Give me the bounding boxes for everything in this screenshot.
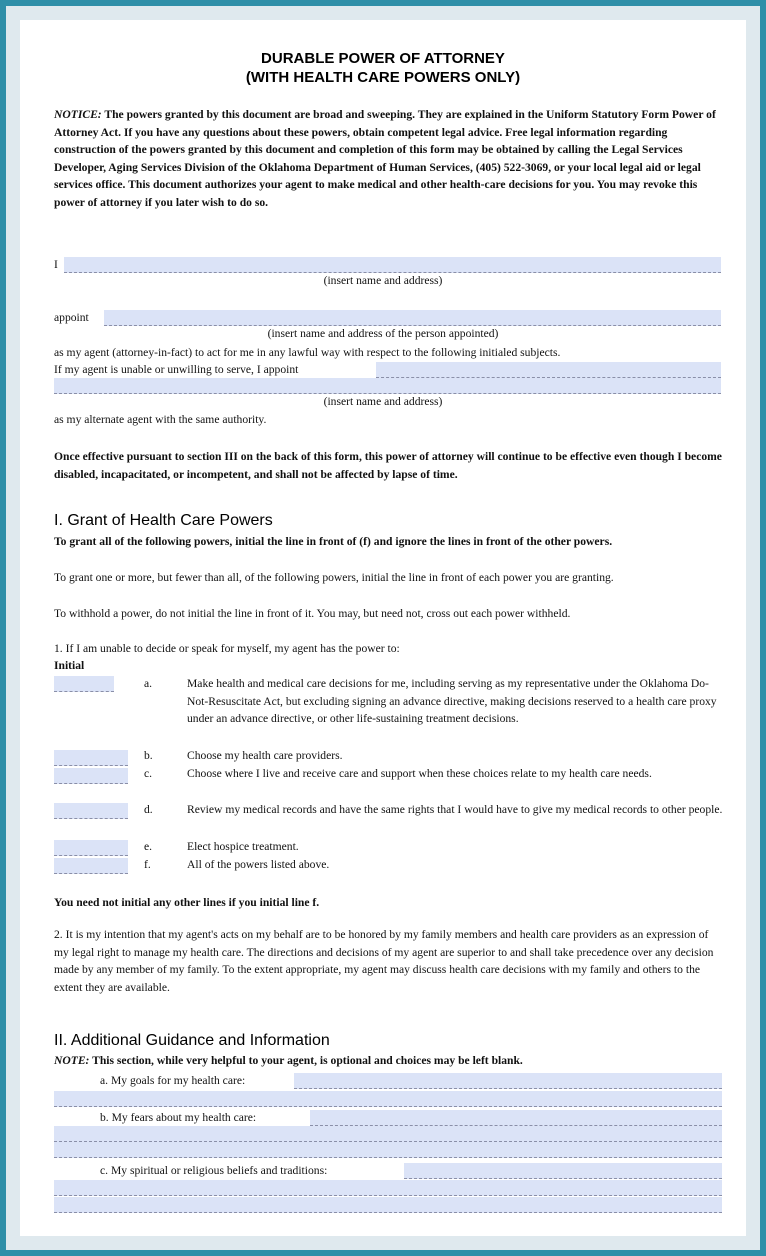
section1-heading: I. Grant of Health Care Powers (54, 512, 273, 529)
power-text-e: Elect hospice treatment. (187, 840, 299, 853)
power-letter-f: f. (144, 858, 151, 871)
goals-field-2[interactable] (54, 1091, 722, 1107)
grantor-label: I (54, 258, 58, 271)
intention-paragraph: 2. It is my intention that my agent's acts on my behalf are to be honored by my family members and health care providers as an expression of my legal right to manage my health care. The directions and decisions of my agent are superior to and shall take precedence over any decision made by any member of my family. To the extent appropriate, my agent may discuss health care decisions with my family and others to the extent they are available. (54, 928, 714, 994)
initial-field-e[interactable] (54, 840, 128, 856)
power-text-f: All of the powers listed above. (187, 858, 330, 871)
powers-intro: 1. If I am unable to decide or speak for myself, my agent has the power to: (54, 642, 400, 655)
power-text-c: Choose where I live and receive care and support when these choices relate to my health care needs. (187, 767, 652, 780)
notice-label: NOTICE: (54, 108, 102, 121)
power-letter-c: c. (144, 767, 153, 780)
viewer-frame (6, 6, 760, 1250)
beliefs-field-2[interactable] (54, 1180, 722, 1196)
power-letter-a: a. (144, 677, 153, 690)
power-text-d: Review my medical records and have the same rights that I would have to give my medical records to other people. (187, 803, 723, 816)
initial-label: Initial (54, 659, 85, 672)
agent-name-field[interactable] (104, 310, 721, 326)
goals-label: a. My goals for my health care: (100, 1074, 246, 1087)
initial-field-b[interactable] (54, 750, 128, 766)
power-text-a: Make health and medical care decisions for me, including serving as my representative under the Oklahoma Do-Not-Resuscitate Act, but excluding signing an advance directive, making decisions reserved to a health care proxy under an advance directive, or other life-sustaining treatment decisions. (187, 677, 717, 726)
fears-label: b. My fears about my health care: (100, 1111, 257, 1124)
note-line-f: You need not initial any other lines if you initial line f. (54, 896, 320, 909)
beliefs-field-1[interactable] (404, 1163, 722, 1179)
agent-caption: (insert name and address of the person appointed) (267, 327, 499, 340)
effective-paragraph: Once effective pursuant to section III on the back of this form, this power of attorney will continue to be effective even though I become disabled, incapacitated, or incompetent, and shall not be affected by lapse of time. (54, 450, 722, 481)
alternate-authority: as my alternate agent with the same authority. (54, 413, 267, 426)
agent-line: as my agent (attorney-in-fact) to act for me in any lawful way with respect to the following initialed subjects. (54, 346, 561, 359)
notice-text: The powers granted by this document are broad and sweeping. They are explained in the Uniform Statutory Form Power of Attorney Act. If you have any questions about these powers, obtain competent legal advice. Free legal information regarding construction of the powers granted by this document and completion of this form may be obtained by calling the Legal Services Developer, Aging Services Division of the Oklahoma Department of Human Services, (405) 522-3069, or your local legal aid or legal services office. This document authorizes your agent to make medical and other health-care decisions for you. You may revoke this power of attorney if you later wish to do so. (54, 108, 716, 209)
section2-heading: II. Additional Guidance and Information (54, 1032, 330, 1049)
power-letter-b: b. (144, 749, 153, 762)
power-text-b: Choose my health care providers. (187, 749, 343, 762)
power-letter-d: d. (144, 803, 153, 816)
notice-paragraph (54, 106, 724, 212)
section2-note-text: This section, while very helpful to your agent, is optional and choices may be left blank. (89, 1054, 523, 1067)
alternate-line: If my agent is unable or unwilling to serve, I appoint (54, 363, 299, 376)
grantor-caption: (insert name and address) (323, 274, 443, 287)
initial-field-a[interactable] (54, 676, 114, 692)
document-page (20, 20, 746, 1236)
fears-field-1[interactable] (310, 1110, 722, 1126)
alternate-agent-field-2[interactable] (54, 378, 721, 394)
beliefs-label: c. My spiritual or religious beliefs and traditions: (100, 1164, 328, 1177)
power-letter-e: e. (144, 840, 153, 853)
section2-note-label: NOTE: (54, 1054, 90, 1067)
document-title: DURABLE POWER OF ATTORNEY (261, 50, 505, 67)
fears-field-3[interactable] (54, 1142, 722, 1158)
grantor-name-field[interactable] (64, 257, 721, 273)
section2-note (54, 1053, 523, 1068)
alternate-caption: (insert name and address) (323, 395, 443, 408)
instruction-all: To grant all of the following powers, initial the line in front of (f) and ignore the lines in front of the other powers. (54, 535, 613, 548)
instruction-withhold: To withhold a power, do not initial the line in front of it. You may, but need not, cross out each power withheld. (54, 607, 571, 620)
initial-field-f[interactable] (54, 858, 128, 874)
document-subtitle: (WITH HEALTH CARE POWERS ONLY) (245, 69, 521, 86)
alternate-agent-field[interactable] (376, 362, 721, 378)
instruction-some: To grant one or more, but fewer than all, of the following powers, initial the line in front of each power you are granting. (54, 571, 614, 584)
initial-field-d[interactable] (54, 803, 128, 819)
initial-field-c[interactable] (54, 768, 128, 784)
goals-field-1[interactable] (294, 1073, 722, 1089)
appoint-label: appoint (54, 311, 89, 324)
fears-field-2[interactable] (54, 1126, 722, 1142)
beliefs-field-3[interactable] (54, 1197, 722, 1213)
